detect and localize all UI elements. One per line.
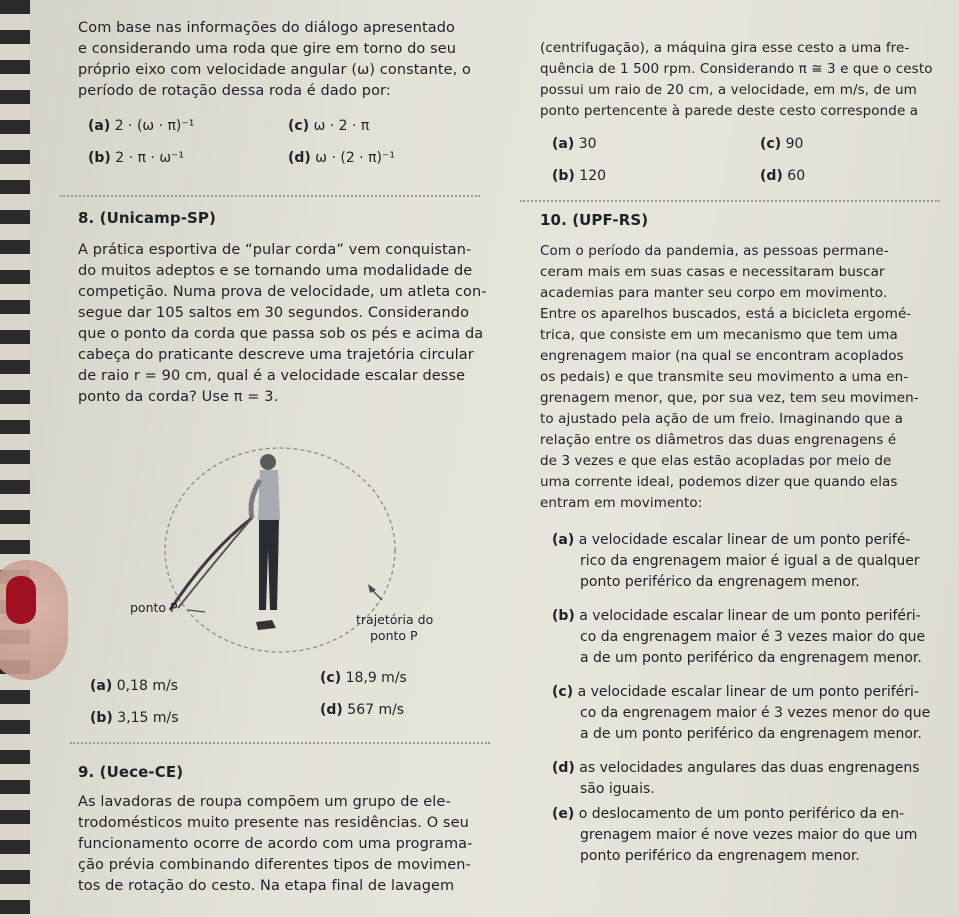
q10-heading: [540, 210, 952, 231]
q8-line: que o ponto da corda que passa sob os pés e acima da: [78, 326, 484, 342]
q9-line: tos de rotação do cesto. Na etapa final de lavagem: [78, 878, 455, 894]
question-heading: 8. (Unicamp-SP): [78, 209, 216, 227]
q8-line: ponto da corda? Use π = 3.: [78, 389, 279, 405]
trajectory-label: ponto P: [370, 628, 418, 643]
rope: [178, 518, 252, 608]
spiral-binding: [0, 0, 30, 917]
trajectory-label: trajetória do: [356, 612, 434, 627]
q9-statement: [78, 792, 498, 897]
question-heading: 10. (UPF-RS): [540, 211, 649, 229]
q8-option-c[interactable]: (c) 18,9 m/s: [320, 670, 407, 686]
athlete-foot: [256, 620, 276, 630]
divider: [70, 742, 490, 744]
q10-line: Entre os aparelhos buscados, está a bicicleta ergomé-: [540, 306, 912, 322]
statement-line: ponto pertencente à parede deste cesto corresponde a: [540, 103, 919, 119]
q10-line: engrenagem maior (na qual se encontram acoplados: [540, 348, 904, 364]
q10-line: grenagem menor, que, por sua vez, tem seu movimen-: [540, 390, 919, 406]
q7-option-a[interactable]: (a) 2 · (ω · π)⁻¹: [88, 118, 195, 134]
question-heading: 9. (Uece-CE): [78, 763, 184, 781]
divider: [60, 195, 480, 197]
q7-option-d[interactable]: (d) ω · (2 · π)⁻¹: [288, 150, 395, 166]
q7-line: período de rotação dessa roda é dado por:: [78, 83, 391, 99]
point-p-label: ponto P: [130, 600, 178, 615]
athlete-head: [260, 454, 276, 470]
q10-line: academias para manter seu corpo em movimento.: [540, 285, 888, 301]
athlete-legs: [259, 520, 279, 610]
athlete-torso: [258, 470, 280, 520]
q8-statement: [78, 240, 498, 408]
q8-line: segue dar 105 saltos em 30 segundos. Considerando: [78, 305, 470, 321]
q10-option-b[interactable]: (b) a velocidade escalar linear de um ponto periféri- co da engrenagem maior é 3 vezes maior do que a de um ponto periférico da engrenagem menor.: [552, 608, 926, 666]
q10-line: os pedais) e que transmite seu movimento a uma en-: [540, 369, 909, 385]
q9-line: ção prévia combinando diferentes tipos de movimen-: [78, 857, 471, 873]
q10-line: Com o período da pandemia, as pessoas permane-: [540, 243, 889, 259]
q8-line: competição. Numa prova de velocidade, um atleta con-: [78, 284, 487, 300]
q10-option-d[interactable]: (d) as velocidades angulares das duas engrenagens são iguais.: [552, 760, 920, 797]
q9-line: trodomésticos muito presente nas residências. O seu: [78, 815, 469, 831]
q7-statement: [78, 18, 498, 102]
q7-option-b[interactable]: (b) 2 · π · ω⁻¹: [88, 150, 185, 166]
centrifuge-option-a[interactable]: (a) 30: [552, 136, 597, 152]
q9-line: As lavadoras de roupa compõem um grupo de ele-: [78, 794, 451, 810]
q7-line: Com base nas informações do diálogo apresentado: [78, 20, 456, 36]
q10-option-a[interactable]: (a) a velocidade escalar linear de um ponto perifé- rico da engrenagem maior é igual a de qualquer ponto periférico da engrenagem menor.: [552, 532, 920, 590]
q10-line: to ajustado pela ação de um freio. Imaginando que a: [540, 411, 904, 427]
q10-statement: [540, 241, 952, 514]
q7-line: próprio eixo com velocidade angular (ω) constante, o: [78, 62, 472, 78]
q10-line: de 3 vezes e que elas estão acopladas por meio de: [540, 453, 892, 469]
q10-line: uma corrente ideal, podemos dizer que quando elas: [540, 474, 898, 490]
divider: [520, 200, 940, 202]
q8-line: A prática esportiva de “pular corda” vem conquistan-: [78, 242, 472, 258]
q8-line: de raio r = 90 cm, qual é a velocidade escalar desse: [78, 368, 466, 384]
q10-option-e[interactable]: (e) o deslocamento de um ponto periférico da en- grenagem maior é nove vezes maior do que um ponto periférico da engrenagem menor.: [552, 806, 918, 864]
statement-line: possui um raio de 20 cm, a velocidade, em m/s, de um: [540, 82, 917, 98]
centrifuge-option-b[interactable]: (b) 120: [552, 168, 607, 184]
q9-heading: [78, 762, 498, 783]
label-pointer: [188, 610, 205, 612]
centrifuge-statement: [540, 38, 952, 122]
statement-line: quência de 1 500 rpm. Considerando π ≅ 3 e que o cesto: [540, 61, 933, 77]
centrifuge-option-c[interactable]: (c) 90: [760, 136, 804, 152]
centrifuge-option-d[interactable]: (d) 60: [760, 168, 806, 184]
jump-rope-figure: [120, 440, 420, 660]
q10-line: trica, que consiste em um mecanismo que tem uma: [540, 327, 898, 343]
q9-line: funcionamento ocorre de acordo com uma programa-: [78, 836, 473, 852]
q10-option-c[interactable]: (c) a velocidade escalar linear de um ponto periféri- co da engrenagem maior é 3 vezes menor do que a de um ponto periférico da engrenagem menor.: [552, 684, 931, 742]
q8-option-a[interactable]: (a) 0,18 m/s: [90, 678, 178, 694]
q8-line: do muitos adeptos e se tornando uma modalidade de: [78, 263, 473, 279]
q8-heading: [78, 208, 498, 229]
q10-line: relação entre os diâmetros das duas engrenagens é: [540, 432, 897, 448]
arrow-head: [368, 584, 376, 593]
q7-option-c[interactable]: (c) ω · 2 · π: [288, 118, 370, 134]
q8-line: cabeça do praticante descreve uma trajetória circular: [78, 347, 474, 363]
q7-line: e considerando uma roda que gire em torno do seu: [78, 41, 457, 57]
statement-line: (centrifugação), a máquina gira esse cesto a uma fre-: [540, 40, 910, 56]
q8-option-d[interactable]: (d) 567 m/s: [320, 702, 405, 718]
fingernail: [6, 576, 36, 624]
q10-line: ceram mais em suas casas e necessitaram buscar: [540, 264, 885, 280]
q8-option-b[interactable]: (b) 3,15 m/s: [90, 710, 179, 726]
q10-line: entram em movimento:: [540, 495, 703, 511]
